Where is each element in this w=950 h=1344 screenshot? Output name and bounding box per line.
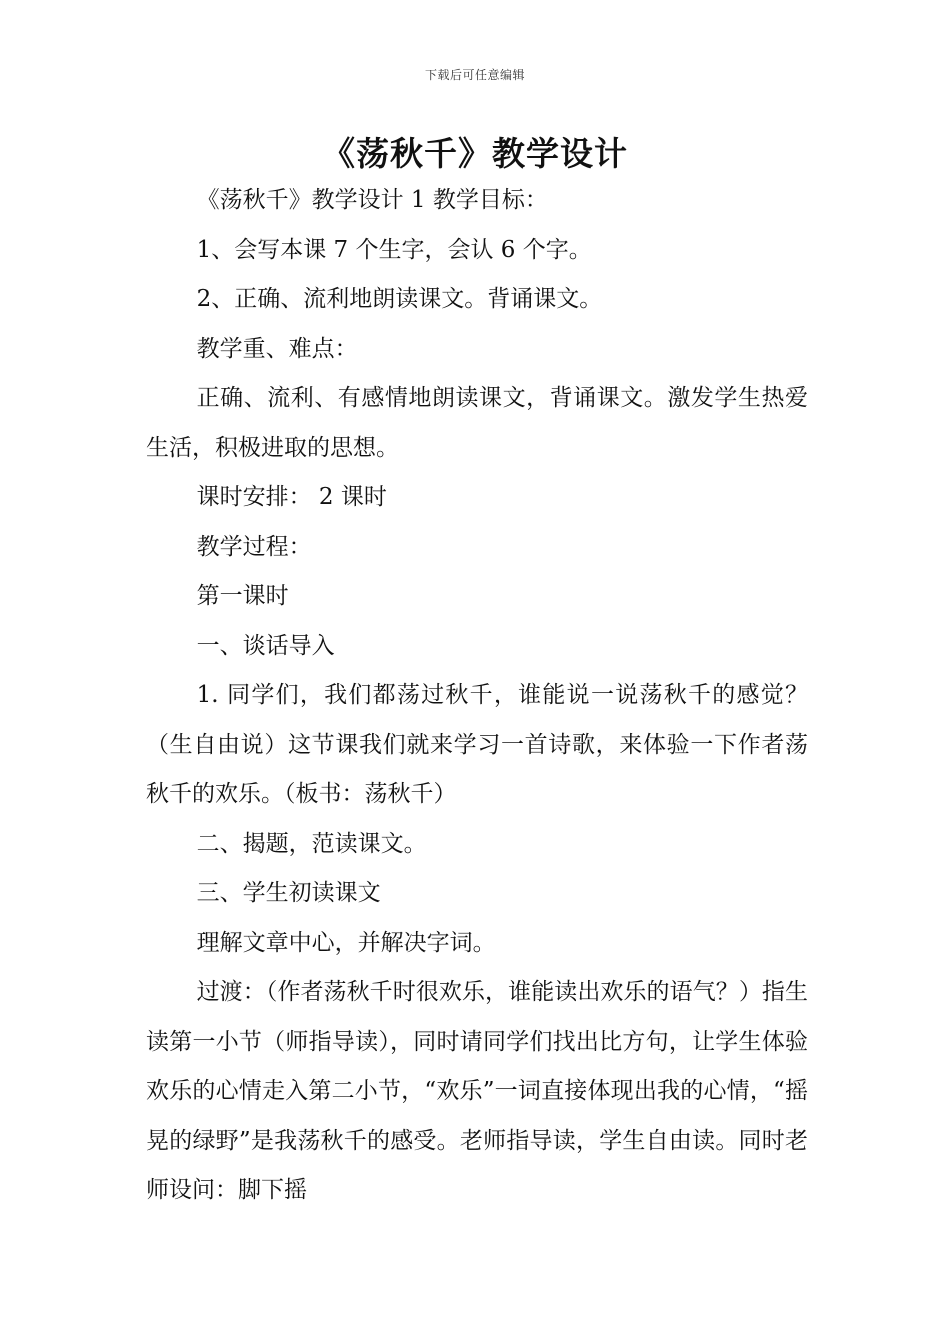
paragraph-section-3-body: 理解文章中心，并解决字词。 xyxy=(196,929,496,956)
paragraph-intro: 《荡秋千》教学设计 1 教学目标： xyxy=(196,187,548,213)
paragraph-key-points: 正确、流利、有感情地朗读课文，背诵课文。激发学生热爱生活，积极进取的思想。 xyxy=(146,385,808,461)
paragraph-goal-2: 2、正确、流利地朗读课文。背诵课文。 xyxy=(196,286,603,312)
document-body xyxy=(146,176,808,1216)
paragraph-schedule: 课时安排： 2 课时 xyxy=(196,484,387,510)
paragraph-section-1: 一、谈话导入 xyxy=(196,632,335,659)
document-title: 《荡秋千》教学设计 xyxy=(322,134,628,173)
page-header-note: 下载后可任意编辑 xyxy=(424,68,525,82)
paragraph-section-3: 三、学生初读课文 xyxy=(196,880,381,906)
paragraph-section-1-body: 1. 同学们，我们都荡过秋千，谁能说一说荡秋千的感觉？（生自由说）这节课我们就来学习一首诗歌，来体验一下作者荡秋千的欢乐。（板书：荡秋千） xyxy=(146,682,808,807)
paragraph-goal-1: 1、会写本课 7 个生字，会认 6 个字。 xyxy=(196,236,592,263)
paragraph-process-heading: 教学过程： xyxy=(196,533,312,560)
paragraph-key-points-heading: 教学重、难点： xyxy=(196,335,358,362)
paragraph-lesson-one: 第一课时 xyxy=(196,583,289,609)
paragraph-transition: 过渡：（作者荡秋千时很欢乐，谁能读出欢乐的语气？）指生读第一小节（师指导读），同时请同学们找出比方句，让学生体验欢乐的心情走入第二小节，“欢乐”一词直接体现出我的心情，“摇晃的绿野”是我荡秋千的感受。老师指导读，学生自由读。同时老师设问：脚下摇 xyxy=(146,979,808,1203)
paragraph-section-2: 二、揭题，范读课文。 xyxy=(196,830,427,857)
